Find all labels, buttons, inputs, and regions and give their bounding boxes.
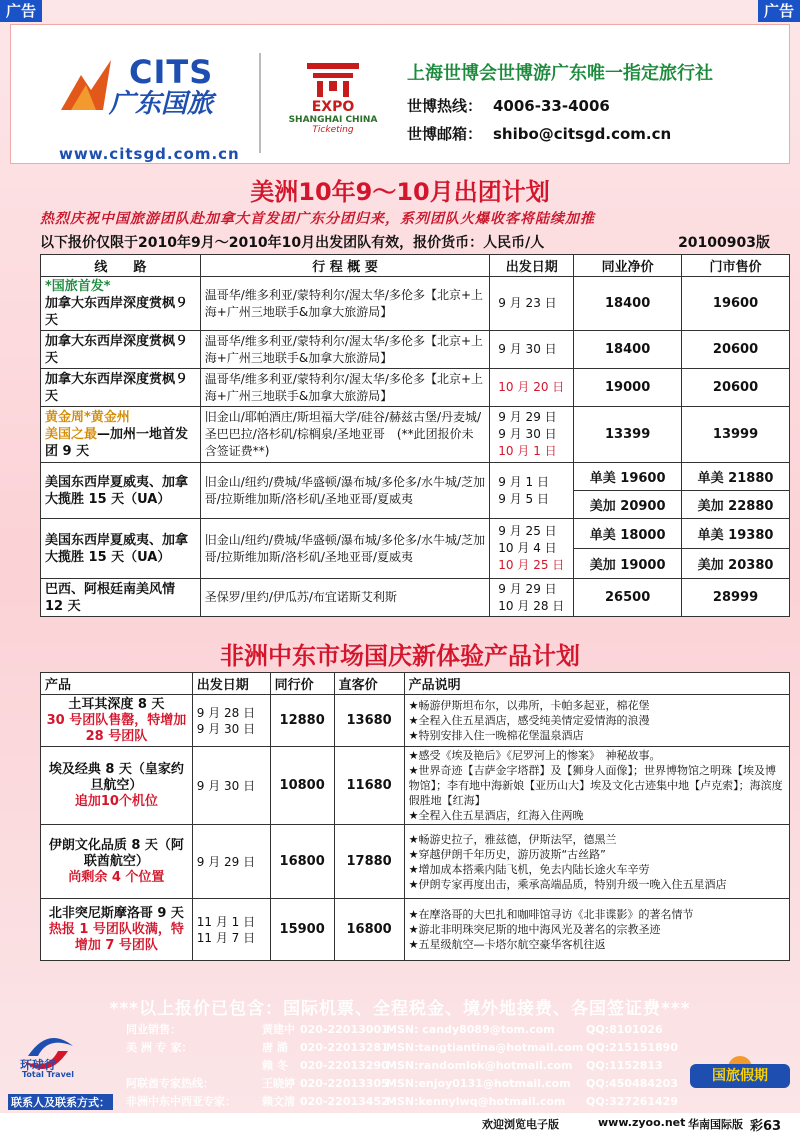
expo-title: EXPO: [311, 99, 355, 115]
direct-price: 11680: [334, 747, 404, 825]
hotline-number[interactable]: 4006-33-4006: [493, 97, 610, 115]
net-price: 26500: [574, 579, 682, 617]
product-name: 土耳其深度 8 天: [68, 696, 165, 712]
footer-edition: 华南国际版: [688, 1118, 743, 1131]
footer-welcome: 欢迎浏览电子版: [482, 1118, 559, 1131]
retail-price: 28999: [682, 579, 790, 617]
contact-name: 赖文清: [262, 1095, 295, 1108]
description-cell: [404, 747, 789, 825]
date-cell: 9 月 29 日: [192, 825, 270, 899]
table-row: [41, 463, 790, 491]
contact-qq[interactable]: QQ:1152813: [586, 1059, 663, 1072]
desc-line: ★游北非明珠突尼斯的地中海风光及著名的宗教圣迹: [408, 923, 661, 936]
table-row: [41, 825, 790, 899]
itinerary-cell: 旧金山/纽约/费城/华盛顿/瀑布城/多伦多/水牛城/芝加哥/拉斯维加斯/洛杉矶/圣地亚哥/夏威夷: [200, 519, 490, 579]
date-cell: [192, 695, 270, 747]
contact-phone[interactable]: 020-22013452: [300, 1095, 389, 1108]
contact-role: 同业销售：: [126, 1023, 181, 1036]
right-logo-text: 国旅假期: [690, 1064, 790, 1088]
americas-title: 美洲10年9～10月出团计划: [250, 178, 550, 206]
africa-title: 非洲中东市场国庆新体验产品计划: [220, 642, 580, 670]
hotline-label: 世博热线：: [407, 97, 483, 115]
net-price: 单美 18000: [574, 519, 682, 549]
date-cell: 10 月 20 日: [490, 369, 574, 407]
peer-price: 12880: [270, 695, 334, 747]
desc-line: ★在摩洛哥的大巴扎和咖啡馆寻访《北非谍影》的著名情节: [408, 908, 694, 921]
table-row: [41, 277, 790, 331]
route-name: 加拿大东西岸深度赏枫９天: [45, 296, 189, 328]
ad-label-right: 广告: [758, 0, 800, 22]
footer-url[interactable]: www.zyoo.net: [598, 1116, 686, 1129]
header-divider: [259, 53, 261, 153]
email-label: 世博邮箱：: [407, 125, 483, 143]
contact-role: 非洲中东中西亚专家：: [126, 1095, 236, 1108]
cits-url: www.citsgd.com.cn: [59, 145, 240, 163]
contact-row: [126, 1040, 678, 1056]
contact-name: 王晓婷: [262, 1077, 295, 1090]
price-note: [40, 232, 790, 252]
route-cell: 加拿大东西岸深度赏枫９天: [41, 331, 201, 369]
date-cell: [490, 463, 574, 519]
product-cell: [41, 695, 193, 747]
itinerary-cell: 温哥华/维多利亚/蒙特利尔/渥太华/多伦多【北京+上海+广州三地联手&加拿大旅游局】: [200, 277, 490, 331]
price-note-text: 以下报价仅限于2010年9月～2010年10月出发团队有效，报价货币：人民币/人: [40, 235, 545, 251]
contact-row: [126, 1076, 678, 1092]
left-logo-text: 环球行: [20, 1058, 57, 1072]
cits-wordmark: CITS: [129, 53, 214, 91]
retail-price: 单美 19380: [682, 519, 790, 549]
contact-phone[interactable]: 020-22013281: [300, 1041, 389, 1054]
expo-pavilion-icon: [303, 59, 363, 99]
celebration-subtitle: 热烈庆祝中国旅游团队赴加拿大首发团广东分团归来，系列团队火爆收客将陆续加推: [40, 211, 595, 227]
date-item: 9 月 29 日: [498, 410, 557, 424]
date-cell: 9 月 30 日: [490, 331, 574, 369]
date-item: 10 月 1 日: [498, 444, 557, 458]
date-item: 9 月 30 日: [498, 427, 557, 441]
expo-subtitle: SHANGHAI CHINA: [288, 115, 378, 125]
route-tag-2: 美国之最: [45, 427, 98, 442]
contact-msn[interactable]: MSN: candy8089@tom.com: [386, 1023, 555, 1036]
contact-msn[interactable]: MSN:randomlok@hotmail.com: [386, 1059, 573, 1072]
desc-line: ★感受《埃及艳后》《尼罗河上的惨案》 神秘故事。: [408, 749, 661, 762]
table-row: [41, 407, 790, 463]
desc-line: ★世界奇迹【吉萨金字塔群】及【狮身人面像】；世界博物馆之明珠【埃及博物馆】；李有地中海新娘【亚历山大】埃及文化古迹集中地【卢克索】；海滨度假胜地【红海】: [408, 764, 783, 807]
itinerary-cell: 圣保罗/里约/伊瓜苏/布宜诺斯艾利斯: [200, 579, 490, 617]
cits-holiday-logo: [690, 1050, 790, 1090]
contact-name: 黄建中: [262, 1023, 295, 1036]
table-row: [41, 899, 790, 961]
date-cell: [490, 519, 574, 579]
date-item: 9 月 29 日: [498, 581, 557, 596]
left-logo-en: Total Travel: [22, 1070, 74, 1079]
version-label: 20100903版: [678, 235, 770, 251]
desc-line: ★增加成本搭乘内陆飞机，免去内陆长途火车辛劳: [408, 862, 650, 876]
itinerary-cell: 旧金山/耶帕酒庄/斯坦福大学/硅谷/赫兹古堡/丹麦城/圣巴巴拉/洛杉矶/棕榈泉/圣地亚哥 (**此团报价未含签证费**): [200, 407, 490, 463]
contact-phone[interactable]: 020-22013290: [300, 1059, 389, 1072]
contact-phone[interactable]: 020-22013001: [300, 1023, 389, 1036]
col-net: 同业净价: [574, 255, 682, 277]
route-tag: 黄金周*黄金州: [45, 410, 130, 425]
net-price: 18400: [574, 277, 682, 331]
table-row: [41, 369, 790, 407]
date-item: 9 月 1 日: [498, 474, 550, 489]
product-name: 伊朗文化品质 8 天（阿联酋航空）: [48, 837, 184, 869]
page-footer: [0, 1113, 800, 1135]
route-cell: 加拿大东西岸深度赏枫９天: [41, 369, 201, 407]
americas-table: [40, 254, 790, 617]
route-cell: [41, 407, 201, 463]
hotline-row: [407, 95, 787, 123]
footer-page-number: 彩63: [750, 1119, 782, 1134]
product-promo: 尚剩余 4 个位置: [68, 869, 165, 885]
date-cell: 9 月 30 日: [192, 747, 270, 825]
contact-role: 阿联酋专家热线：: [126, 1077, 214, 1090]
date-cell: 9 月 23 日: [490, 277, 574, 331]
date-cell: [192, 899, 270, 961]
retail-price: 单美 21880: [682, 463, 790, 491]
date-cell: [490, 579, 574, 617]
route-tag: *国旅首发*: [45, 279, 111, 294]
contact-name: 赖 冬: [262, 1059, 288, 1072]
contact-qq[interactable]: QQ:8101026: [586, 1023, 663, 1036]
col-date: 出发日期: [192, 673, 270, 695]
itinerary-cell: 旧金山/纽约/费城/华盛顿/瀑布城/多伦多/水牛城/芝加哥/拉斯维加斯/洛杉矶/圣地亚哥/夏威夷: [200, 463, 490, 519]
table-row: [41, 519, 790, 549]
date-item: 9 月 30 日: [196, 721, 256, 736]
col-direct-price: 直客价: [334, 673, 404, 695]
contact-row: [126, 1022, 663, 1038]
route-cell: 美国东西岸夏威夷、加拿大揽胜 15 天（UA）: [41, 519, 201, 579]
col-date: 出发日期: [490, 255, 574, 277]
retail-price: 美加 20380: [682, 549, 790, 579]
table-header: [41, 673, 790, 695]
contact-qq[interactable]: QQ:450484203: [586, 1077, 678, 1090]
net-price: 13399: [574, 407, 682, 463]
peer-price: 10800: [270, 747, 334, 825]
expo-ticketing: Ticketing: [312, 125, 354, 135]
contact-row: [126, 1094, 678, 1110]
date-item: 11 月 1 日: [196, 914, 256, 929]
col-route: 线 路: [41, 255, 201, 277]
desc-line: ★五星级航空—卡塔尔航空豪华客机往返: [408, 938, 606, 951]
contact-msn[interactable]: MSN:tangtiantina@hotmail.com: [386, 1041, 584, 1054]
retail-price: 19600: [682, 277, 790, 331]
product-promo: 追加10个机位: [74, 793, 158, 809]
contact-phone[interactable]: 020-22013305: [300, 1077, 389, 1090]
desc-line: ★全程入住五星酒店，感受纯美情定爱情海的浪漫: [408, 714, 650, 727]
desc-line: ★伊朗专家再度出击，乘承高端品质，特别升级一晚入住五星酒店: [408, 877, 727, 891]
net-price: 19000: [574, 369, 682, 407]
description-cell: [404, 899, 789, 961]
desc-line: ★畅游史拉子，雅兹德，伊斯法罕，德黑兰: [408, 832, 617, 846]
product-promo: 30 号团队售罄，特增加 28 号团队: [46, 712, 187, 744]
contact-row: [126, 1058, 663, 1074]
net-price: 18400: [574, 331, 682, 369]
product-name: 北非突尼斯摩洛哥 9 天: [48, 905, 184, 921]
contact-qq[interactable]: QQ:327261429: [586, 1095, 678, 1108]
net-price: 美加 20900: [574, 491, 682, 519]
included-banner: ***以上报价已包含：国际机票、全程税金、境外地接费、各国签证费***: [109, 999, 691, 1019]
table-row: [41, 747, 790, 825]
peer-price: 16800: [270, 825, 334, 899]
cits-logo: [51, 53, 251, 163]
description-cell: [404, 825, 789, 899]
contact-msn[interactable]: MSN:kennylwq@hotmail.com: [386, 1095, 566, 1108]
peer-price: 15900: [270, 899, 334, 961]
net-price: 美加 19000: [574, 549, 682, 579]
direct-price: 17880: [334, 825, 404, 899]
desc-line: ★特别安排入住一晚棉花堡温泉酒店: [408, 729, 584, 742]
col-itinerary: 行 程 概 要: [200, 255, 490, 277]
contact-section: [0, 1018, 800, 1113]
direct-price: 16800: [334, 899, 404, 961]
date-item: 11 月 7 日: [196, 930, 256, 945]
route-name: —加州一地首发团 9 天: [45, 427, 189, 459]
header-info: [407, 59, 787, 151]
itinerary-cell: 温哥华/维多利亚/蒙特利尔/渥太华/多伦多【北京+上海+广州三地联手&加拿大旅游局】: [200, 369, 490, 407]
date-item: 9 月 25 日: [498, 524, 557, 538]
product-promo: 热报 1 号团队收满，特增加 7 号团队: [48, 921, 184, 953]
retail-price: 13999: [682, 407, 790, 463]
table-row: [41, 579, 790, 617]
product-name: 埃及经典 8 天（皇家约旦航空）: [48, 761, 184, 793]
col-retail: 门市售价: [682, 255, 790, 277]
col-product: 产品: [41, 673, 193, 695]
product-cell: [41, 899, 193, 961]
ad-label-left: 广告: [0, 0, 42, 22]
header-banner: [10, 24, 790, 164]
net-price: 单美 19600: [574, 463, 682, 491]
date-item: 9 月 5 日: [498, 491, 550, 506]
route-cell: 巴西、阿根廷南美风情 12 天: [41, 579, 201, 617]
date-cell: [490, 407, 574, 463]
product-cell: [41, 747, 193, 825]
contact-role: 美 洲 专 家：: [126, 1041, 193, 1054]
date-item: 10 月 4 日: [498, 541, 557, 555]
retail-price: 20600: [682, 369, 790, 407]
contact-name: 唐 澔: [262, 1041, 288, 1054]
route-cell: [41, 277, 201, 331]
desc-line: ★全程入住五星酒店，红海入住两晚: [408, 809, 584, 822]
product-cell: [41, 825, 193, 899]
retail-price: 美加 22880: [682, 491, 790, 519]
description-cell: [404, 695, 789, 747]
email-row: [407, 123, 787, 151]
table-header: [41, 255, 790, 277]
date-item: 9 月 28 日: [196, 705, 256, 720]
contact-msn[interactable]: MSN:enjoy0131@hotmail.com: [386, 1077, 571, 1090]
africa-table: [40, 672, 790, 961]
expo-logo: [273, 55, 393, 165]
table-row: [41, 331, 790, 369]
contact-qq[interactable]: QQ:215151890: [586, 1041, 678, 1054]
date-item: 10 月 28 日: [498, 598, 565, 613]
date-item: 10 月 25 日: [498, 558, 565, 572]
col-description: 产品说明: [404, 673, 789, 695]
direct-price: 13680: [334, 695, 404, 747]
header-slogan: 上海世博会世博游广东唯一指定旅行社: [407, 63, 713, 84]
cits-cn-name: 广东国旅: [109, 89, 214, 119]
itinerary-cell: 温哥华/维多利亚/蒙特利尔/渥太华/多伦多【北京+上海+广州三地联手&加拿大旅游局】: [200, 331, 490, 369]
col-peer-price: 同行价: [270, 673, 334, 695]
email-address[interactable]: shibo@citsgd.com.cn: [493, 125, 672, 143]
desc-line: ★畅游伊斯坦布尔，以弗所，卡帕多起亚，棉花堡: [408, 699, 650, 712]
route-cell: 美国东西岸夏威夷、加拿大揽胜 15 天（UA）: [41, 463, 201, 519]
retail-price: 20600: [682, 331, 790, 369]
contact-label: 联系人及联系方式：: [8, 1094, 113, 1110]
desc-line: ★穿越伊朗千年历史，游历波斯“古丝路”: [408, 847, 606, 861]
table-row: [41, 695, 790, 747]
